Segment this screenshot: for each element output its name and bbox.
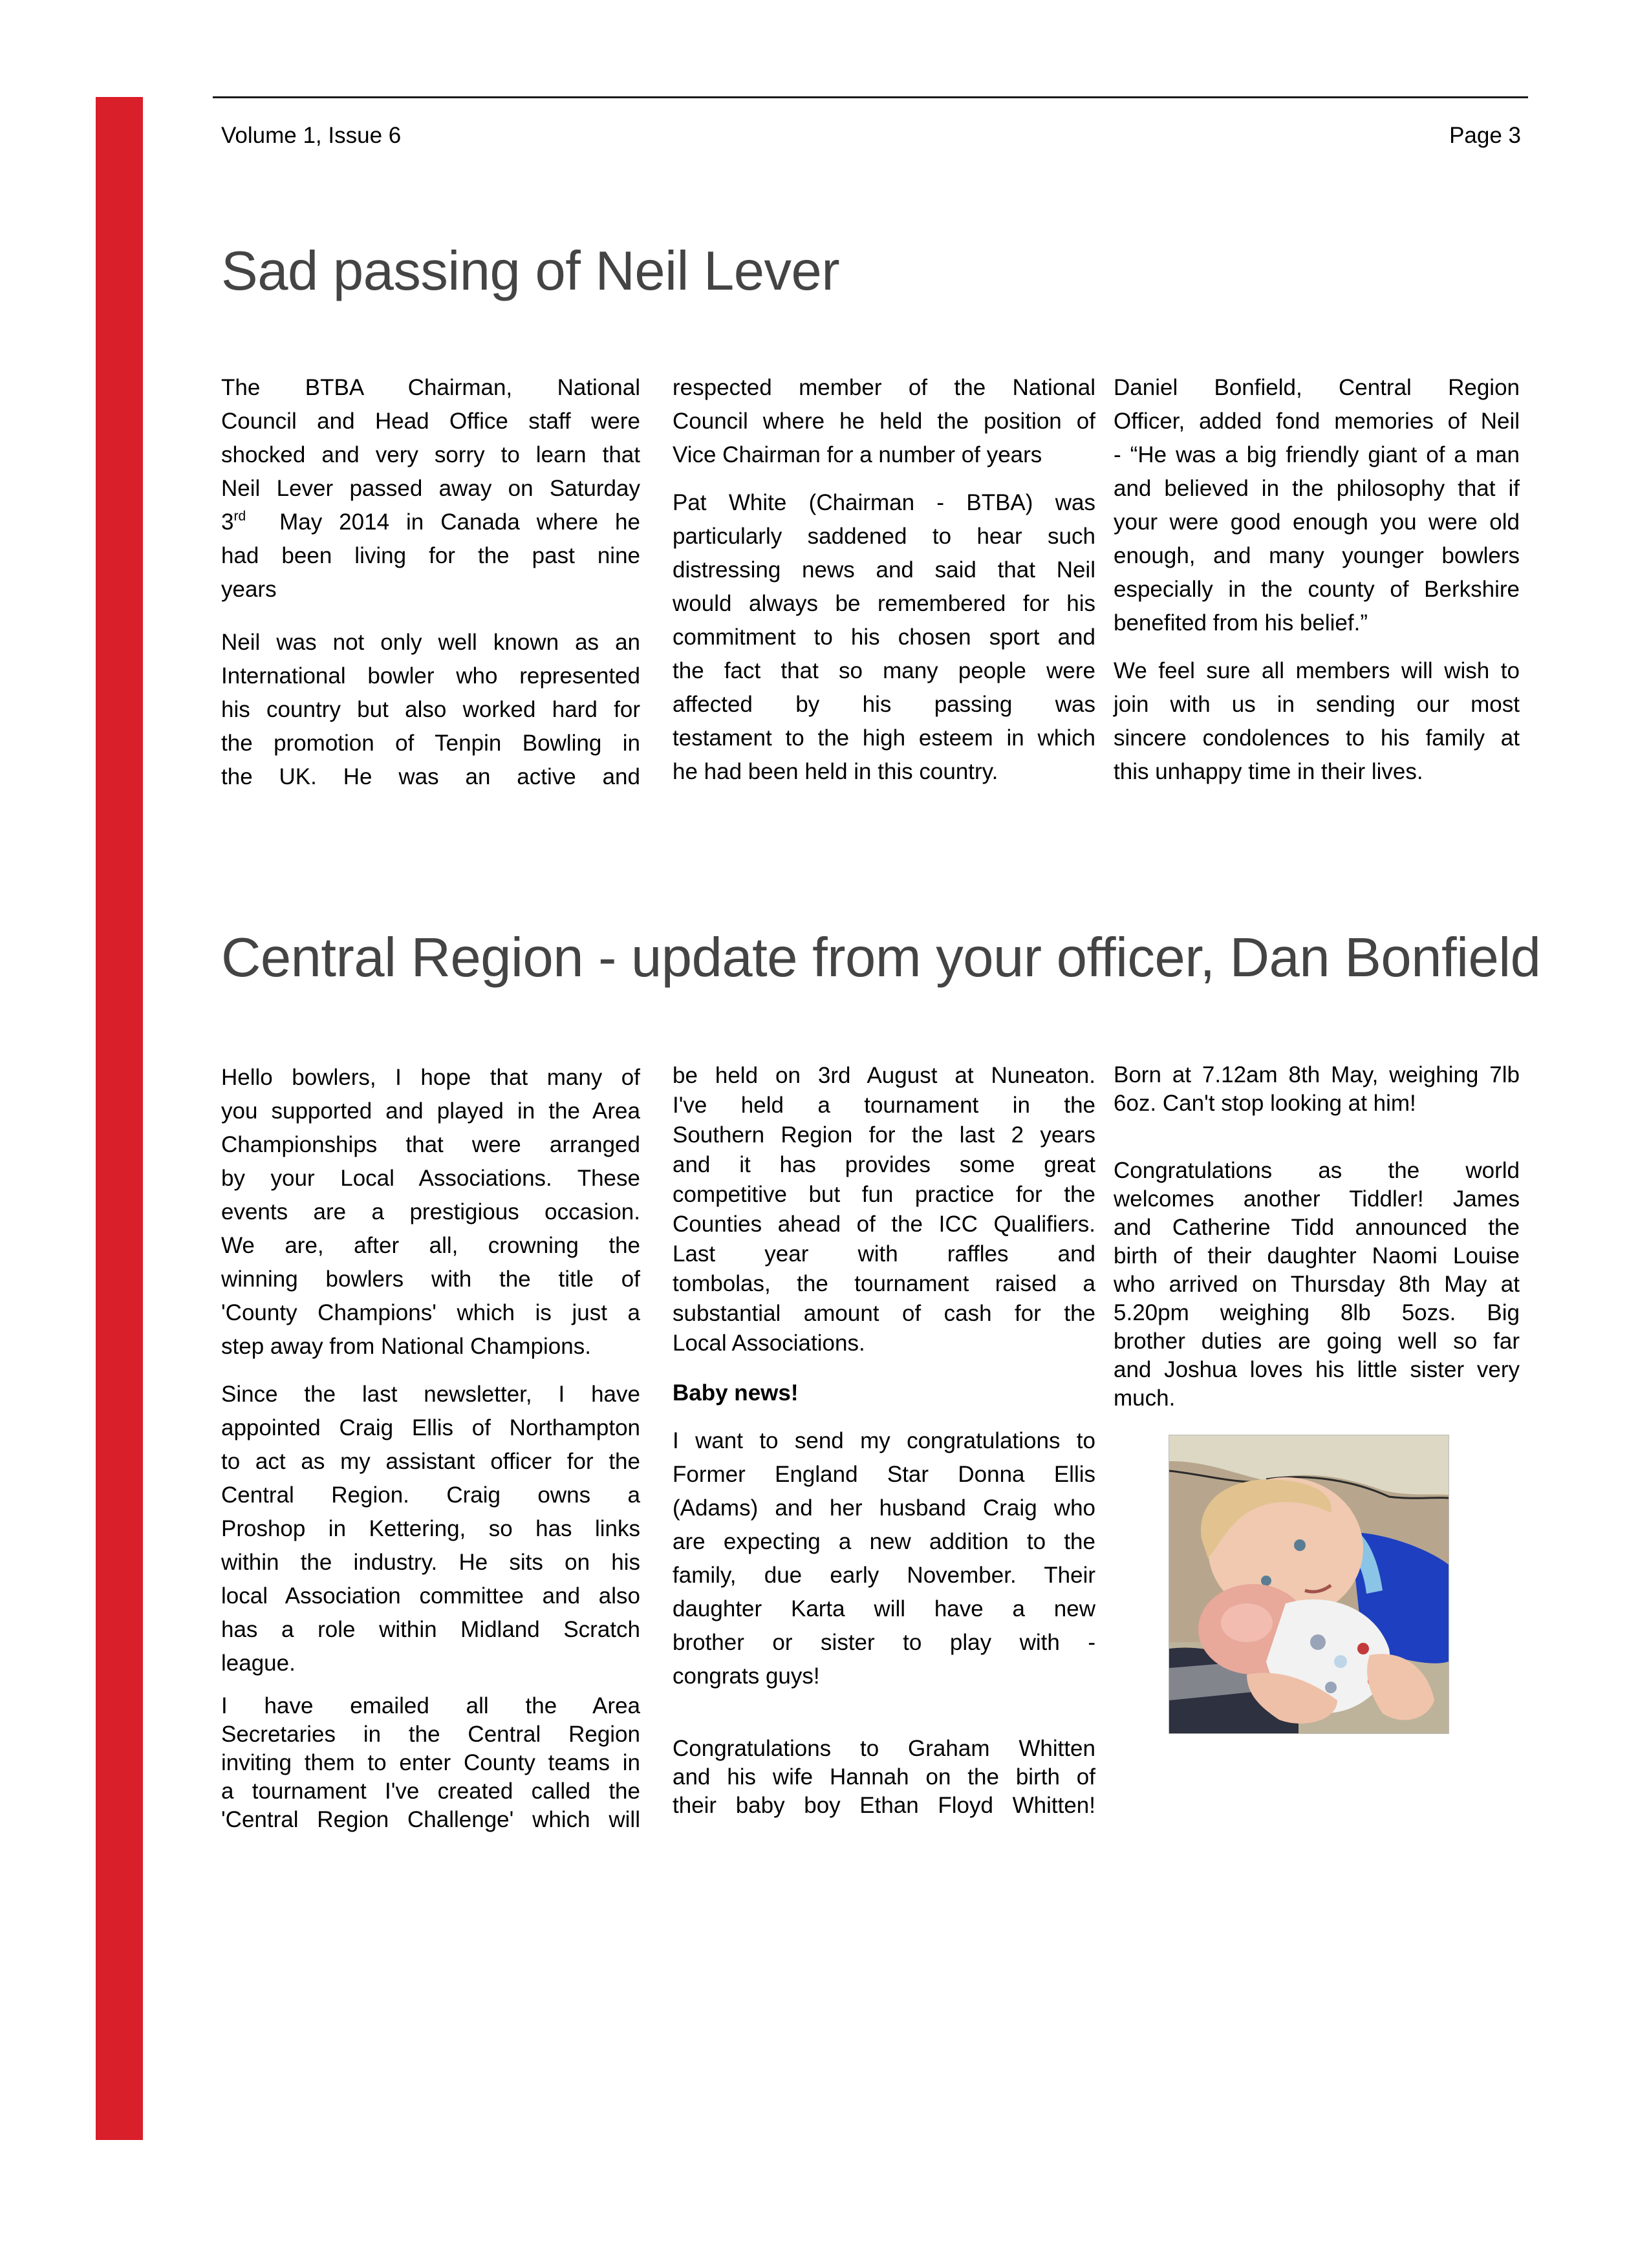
text-line: within the industry. He sits on his	[221, 1550, 640, 1575]
volume-issue: Volume 1, Issue 6	[221, 123, 402, 148]
text-line: join with us in sending our most	[1114, 692, 1520, 717]
text-line: Pat White (Chairman - BTBA) was	[673, 490, 1095, 515]
text-line: years	[221, 577, 277, 602]
text-line: to act as my assistant officer for the	[221, 1449, 640, 1474]
text-line: the promotion of Tenpin Bowling in	[221, 731, 640, 756]
header-rule	[213, 96, 1528, 98]
text-line: by your Local Associations. These	[221, 1166, 640, 1191]
text-line: you supported and played in the Area	[221, 1098, 640, 1124]
paragraph	[221, 1378, 640, 1680]
article2-col2	[673, 1061, 1095, 1820]
article1-col1	[221, 371, 640, 794]
text-line: I want to send my congratulations to	[673, 1428, 1095, 1453]
paragraph	[221, 1692, 640, 1834]
text-line: enough, and many younger bowlers	[1114, 543, 1520, 568]
text-line: Neil Lever passed away on Saturday	[221, 476, 640, 501]
text-line: distressing news and said that Neil	[673, 557, 1095, 583]
baby-photo-image	[1169, 1435, 1449, 1733]
text-line: step away from National Champions.	[221, 1334, 591, 1359]
text-line: tombolas, the tournament raised a	[673, 1271, 1095, 1296]
text-line: and Joshua loves his little sister very	[1114, 1357, 1520, 1382]
text-line: We are, after all, crowning the	[221, 1233, 640, 1258]
paragraph	[673, 1735, 1095, 1820]
text-line: welcomes another Tiddler! James	[1114, 1186, 1520, 1212]
text-line-date	[221, 506, 640, 539]
text-line: Hello bowlers, I hope that many of	[221, 1065, 640, 1090]
page-number: Page 3	[1449, 123, 1521, 148]
text-line: Last year with raffles and	[673, 1241, 1095, 1267]
text-line: and believed in the philosophy that if	[1114, 476, 1520, 501]
date-suffix: rd	[233, 509, 246, 524]
paragraph	[1114, 371, 1520, 640]
text-line: Southern Region for the last 2 years	[673, 1122, 1095, 1148]
text-line: inviting them to enter County teams in	[221, 1750, 640, 1775]
text-line: he had been held in this country.	[673, 759, 998, 784]
paragraph	[221, 626, 640, 794]
paragraph	[673, 1424, 1095, 1693]
text-line: 'Central Region Challenge' which will	[221, 1807, 640, 1832]
text-line: had been living for the past nine	[221, 543, 640, 568]
text-line: his country but also worked hard for	[221, 697, 640, 722]
text-line: benefited from his belief.”	[1114, 610, 1368, 636]
text-line: substantial amount of cash for the	[673, 1301, 1095, 1326]
text-line: events are a prestigious occasion.	[221, 1199, 640, 1225]
text-line: sincere condolences to his family at	[1114, 725, 1520, 751]
text-line: 'County Champions' which is just a	[221, 1300, 640, 1325]
text-line: be held on 3rd August at Nuneaton.	[673, 1063, 1095, 1088]
paragraph	[1114, 1157, 1520, 1413]
text-line: Born at 7.12am 8th May, weighing 7lb	[1114, 1062, 1520, 1087]
text-line: and Catherine Tidd announced the	[1114, 1215, 1520, 1240]
text-line: - “He was a big friendly giant of a man	[1114, 442, 1520, 467]
text-line: 5.20pm weighing 8lb 5ozs. Big	[1114, 1300, 1520, 1325]
paragraph	[221, 371, 640, 606]
baby-photo	[1169, 1435, 1449, 1734]
article2-col1	[221, 1061, 640, 1834]
text-line: Counties ahead of the ICC Qualifiers.	[673, 1212, 1095, 1237]
text-line: Secretaries in the Central Region	[221, 1722, 640, 1747]
paragraph	[673, 486, 1095, 789]
text-line: winning bowlers with the title of	[221, 1267, 640, 1292]
text-line: the UK. He was an active and	[221, 764, 640, 789]
article1-col2	[673, 371, 1095, 789]
text-line: Council where he held the position of	[673, 409, 1095, 434]
text-line: especially in the county of Berkshire	[1114, 577, 1520, 602]
text-line: would always be remembered for his	[673, 591, 1095, 616]
text-line: a tournament I've created called the	[221, 1779, 640, 1804]
text-line: shocked and very sorry to learn that	[221, 442, 640, 467]
text-line: Central Region. Craig owns a	[221, 1482, 640, 1508]
text-line: respected member of the National	[673, 375, 1095, 400]
text-line: International bowler who represented	[221, 663, 640, 689]
text-line: The BTBA Chairman, National	[221, 375, 640, 400]
text-line: their baby boy Ethan Floyd Whitten!	[673, 1793, 1095, 1818]
text-line: Council and Head Office staff were	[221, 409, 640, 434]
paragraph	[221, 1061, 640, 1364]
text-line: congrats guys!	[673, 1664, 820, 1689]
text-line: I have emailed all the Area	[221, 1693, 640, 1718]
text-line: particularly saddened to hear such	[673, 524, 1095, 549]
text-line: brother duties are going well so far	[1114, 1329, 1520, 1354]
paragraph	[673, 371, 1095, 472]
text-line: are expecting a new addition to the	[673, 1529, 1095, 1554]
text-line: testament to the high esteem in which	[673, 725, 1095, 751]
text-line: and his wife Hannah on the birth of	[673, 1764, 1095, 1790]
text-line: appointed Craig Ellis of Northampton	[221, 1415, 640, 1440]
text-line: who arrived on Thursday 8th May at	[1114, 1272, 1520, 1297]
text-line: has a role within Midland Scratch	[221, 1617, 640, 1642]
text-line: the fact that so many people were	[673, 658, 1095, 683]
text-line: commitment to his chosen sport and	[673, 625, 1095, 650]
text-line: Proshop in Kettering, so has links	[221, 1516, 640, 1541]
text-line: Daniel Bonfield, Central Region	[1114, 375, 1520, 400]
article1-col3	[1114, 371, 1520, 789]
baby-news-subheading: Baby news!	[673, 1380, 799, 1406]
text-line: (Adams) and her husband Craig who	[673, 1495, 1095, 1521]
text-line: Neil was not only well known as an	[221, 630, 640, 655]
text-line: I've held a tournament in the	[673, 1093, 1095, 1118]
article-title-central-region: Central Region - update from your officer, Dan Bonfield	[221, 927, 1541, 989]
text-line: We feel sure all members will wish to	[1114, 658, 1520, 683]
paragraph	[1114, 1061, 1520, 1118]
text-line: daughter Karta will have a new	[673, 1596, 1095, 1621]
text-line: Championships that were arranged	[221, 1132, 640, 1157]
text-line: Former England Star Donna Ellis	[673, 1462, 1095, 1487]
text-line: Local Associations.	[673, 1331, 865, 1356]
paragraph	[1114, 654, 1520, 789]
text-line: Since the last newsletter, I have	[221, 1382, 640, 1407]
article2-col3	[1114, 1061, 1520, 1413]
text-line: Congratulations to Graham Whitten	[673, 1736, 1095, 1761]
text-line: Congratulations as the world	[1114, 1158, 1520, 1183]
text-line: brother or sister to play with -	[673, 1630, 1095, 1655]
text-line: competitive but fun practice for the	[673, 1182, 1095, 1207]
text-line: affected by his passing was	[673, 692, 1095, 717]
date-rest: May 2014 in Canada where he	[279, 509, 640, 535]
text-line: much.	[1114, 1385, 1176, 1411]
accent-bar	[96, 97, 143, 2140]
article-title-neil-lever: Sad passing of Neil Lever	[221, 241, 840, 302]
text-line: and it has provides some great	[673, 1152, 1095, 1177]
text-line: local Association committee and also	[221, 1583, 640, 1609]
text-line: family, due early November. Their	[673, 1563, 1095, 1588]
date-day: 3	[221, 509, 234, 535]
text-line: this unhappy time in their lives.	[1114, 759, 1423, 784]
text-line: birth of their daughter Naomi Louise	[1114, 1243, 1520, 1268]
text-line: your were good enough you were old	[1114, 509, 1520, 535]
paragraph	[673, 1061, 1095, 1358]
text-line: Vice Chairman for a number of years	[673, 442, 1042, 467]
text-line: 6oz. Can't stop looking at him!	[1114, 1091, 1416, 1116]
text-line: league.	[221, 1651, 296, 1676]
text-line: Officer, added fond memories of Neil	[1114, 409, 1520, 434]
